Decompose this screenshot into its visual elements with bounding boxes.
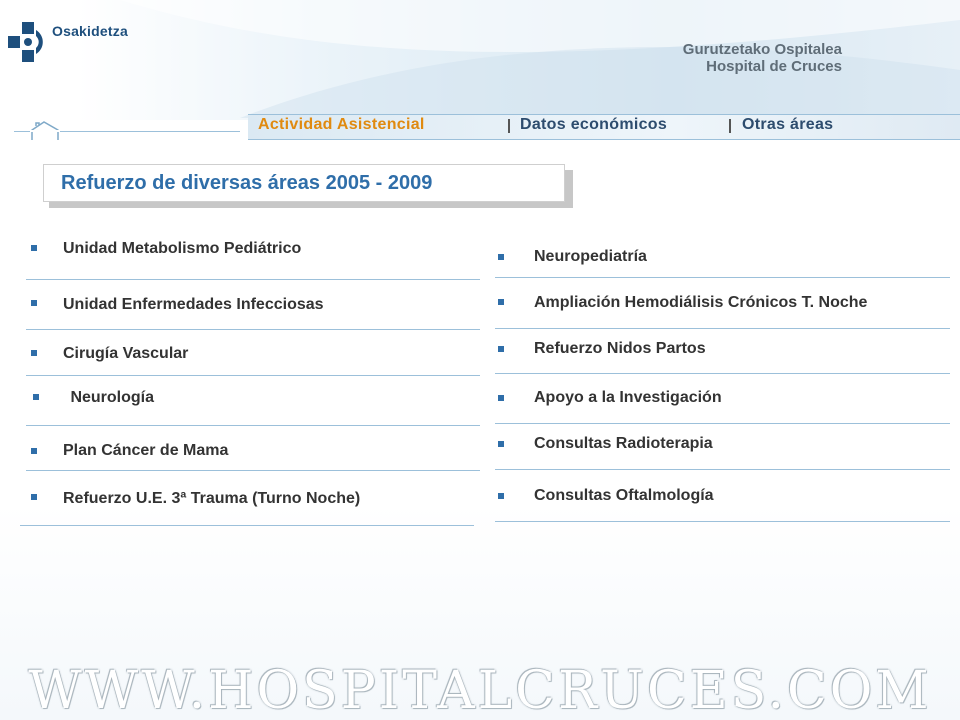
brand-name: Osakidetza (52, 23, 128, 39)
hospital-name-spanish: Hospital de Cruces (706, 58, 842, 75)
list-item: Plan Cáncer de Mama (63, 442, 229, 459)
row-divider (26, 470, 480, 471)
row-divider (495, 423, 950, 424)
list-item: Apoyo a la Investigación (534, 389, 722, 406)
row-divider (495, 373, 950, 374)
list-item: Neuropediatría (534, 248, 647, 265)
tab-datos-economicos[interactable]: Datos económicos (520, 116, 668, 133)
list-item: Unidad Enfermedades Infecciosas (63, 296, 324, 313)
nav-separator (508, 119, 510, 133)
bullet-icon (31, 245, 37, 251)
home-icon[interactable] (30, 120, 60, 142)
hospital-name-basque: Gurutzetako Ospitalea (682, 41, 842, 58)
row-divider (495, 469, 950, 470)
list-item: Consultas Radioterapia (534, 435, 713, 452)
list-item: Refuerzo Nidos Partos (534, 340, 706, 357)
row-divider (26, 329, 480, 330)
row-divider (26, 375, 480, 376)
row-divider (20, 525, 474, 526)
list-item: Refuerzo U.E. 3ª Trauma (Turno Noche) (63, 490, 361, 507)
list-item: Cirugía Vascular (63, 345, 189, 362)
bullet-icon (498, 441, 504, 447)
row-divider (26, 425, 480, 426)
row-divider (495, 521, 950, 522)
row-divider (495, 277, 950, 278)
list-item: Consultas Oftalmología (534, 487, 714, 504)
bullet-icon (498, 299, 504, 305)
bullet-icon (31, 350, 37, 356)
bullet-icon (498, 395, 504, 401)
bullet-icon (31, 448, 37, 454)
list-item: Neurología (66, 389, 155, 406)
hospital-name (683, 41, 842, 75)
bullet-icon (498, 346, 504, 352)
bullet-icon (33, 394, 39, 400)
list-item: Ampliación Hemodiálisis Crónicos T. Noche (534, 294, 868, 311)
tab-otras-areas[interactable]: Otras áreas (742, 116, 834, 133)
website-watermark: WWW.HOSPITALCRUCES.COM (28, 661, 932, 720)
bullet-icon (31, 300, 37, 306)
page-title: Refuerzo de diversas áreas 2005 - 2009 (61, 172, 433, 194)
bullet-icon (498, 493, 504, 499)
list-item: Unidad Metabolismo Pediátrico (63, 240, 302, 257)
nav-separator (729, 119, 731, 133)
row-divider (495, 328, 950, 329)
row-divider (26, 279, 480, 280)
tab-actividad-asistencial[interactable]: Actividad Asistencial (258, 116, 425, 133)
bullet-icon (31, 494, 37, 500)
osakidetza-logo-icon (8, 22, 48, 62)
bullet-icon (498, 254, 504, 260)
